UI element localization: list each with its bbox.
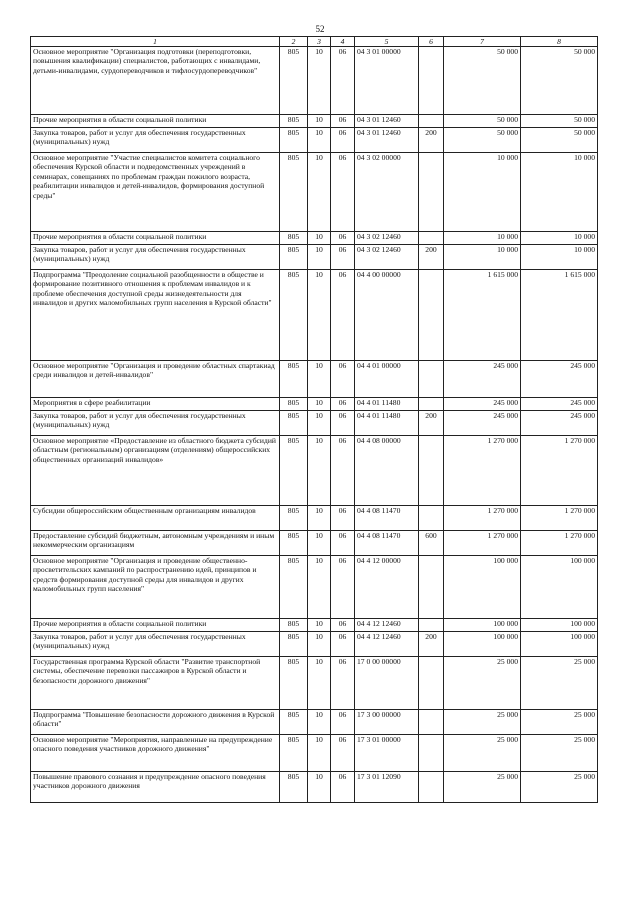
amount-cell-1: 1 270 000 — [444, 531, 521, 556]
target-article-cell: 04 4 12 00000 — [355, 556, 419, 619]
grbs-cell: 805 — [280, 411, 308, 436]
target-article-cell: 04 4 00 00000 — [355, 270, 419, 361]
subsection-cell: 06 — [331, 115, 355, 128]
amount-cell-2: 100 000 — [521, 619, 598, 632]
grbs-cell: 805 — [280, 710, 308, 735]
amount-cell-1: 10 000 — [444, 245, 521, 270]
expense-type-cell — [419, 361, 444, 398]
amount-cell-1: 50 000 — [444, 115, 521, 128]
row-name-cell: Прочие мероприятия в области социальной политики — [31, 115, 280, 128]
row-name-cell: Основное мероприятие "Организация и проведение общественно-просветительских кампаний по распространению идей, принципов и средств формирования доступной среды для инвалидов и других маломобильных групп населения" — [31, 556, 280, 619]
row-name-cell: Закупка товаров, работ и услуг для обеспечения государственных (муниципальных) нужд — [31, 632, 280, 657]
subsection-cell: 06 — [331, 735, 355, 772]
grbs-cell: 805 — [280, 531, 308, 556]
table-row — [31, 436, 598, 506]
amount-cell-1: 245 000 — [444, 398, 521, 411]
amount-cell-2: 25 000 — [521, 772, 598, 803]
amount-cell-2: 10 000 — [521, 245, 598, 270]
amount-cell-1: 1 615 000 — [444, 270, 521, 361]
amount-cell-2: 245 000 — [521, 398, 598, 411]
amount-cell-2: 1 615 000 — [521, 270, 598, 361]
row-name-cell: Основное мероприятие "Организация и проведение областных спартакиад среди инвалидов и детей-инвалидов" — [31, 361, 280, 398]
section-cell: 10 — [308, 232, 331, 245]
grbs-cell: 805 — [280, 657, 308, 710]
section-cell: 10 — [308, 506, 331, 531]
table-row — [31, 556, 598, 619]
row-name-cell: Подпрограмма "Повышение безопасности дорожного движения в Курской области" — [31, 710, 280, 735]
subsection-cell: 06 — [331, 632, 355, 657]
section-cell: 10 — [308, 245, 331, 270]
target-article-cell: 04 4 01 11480 — [355, 398, 419, 411]
amount-cell-1: 100 000 — [444, 632, 521, 657]
target-article-cell: 04 4 01 00000 — [355, 361, 419, 398]
budget-table — [30, 36, 598, 803]
subsection-cell: 06 — [331, 361, 355, 398]
target-article-cell: 17 0 00 00000 — [355, 657, 419, 710]
expense-type-cell — [419, 270, 444, 361]
expense-type-cell: 200 — [419, 245, 444, 270]
section-cell: 10 — [308, 710, 331, 735]
expense-type-cell — [419, 47, 444, 115]
table-row — [31, 710, 598, 735]
grbs-cell: 805 — [280, 361, 308, 398]
table-row — [31, 128, 598, 153]
target-article-cell: 04 3 02 12460 — [355, 245, 419, 270]
amount-cell-1: 25 000 — [444, 657, 521, 710]
amount-cell-2: 10 000 — [521, 232, 598, 245]
grbs-cell: 805 — [280, 47, 308, 115]
table-row — [31, 506, 598, 531]
amount-cell-1: 25 000 — [444, 735, 521, 772]
section-cell: 10 — [308, 411, 331, 436]
table-row — [31, 398, 598, 411]
grbs-cell: 805 — [280, 632, 308, 657]
subsection-cell: 06 — [331, 398, 355, 411]
grbs-cell: 805 — [280, 506, 308, 531]
table-row — [31, 531, 598, 556]
subsection-cell: 06 — [331, 619, 355, 632]
amount-cell-2: 1 270 000 — [521, 506, 598, 531]
amount-cell-1: 1 270 000 — [444, 506, 521, 531]
section-cell: 10 — [308, 735, 331, 772]
section-cell: 10 — [308, 115, 331, 128]
table-row — [31, 411, 598, 436]
row-name-cell: Закупка товаров, работ и услуг для обеспечения государственных (муниципальных) нужд — [31, 411, 280, 436]
column-header: 8 — [521, 37, 598, 47]
grbs-cell: 805 — [280, 619, 308, 632]
expense-type-cell — [419, 232, 444, 245]
row-name-cell: Повышение правового сознания и предупреждение опасного поведения участников дорожного движения — [31, 772, 280, 803]
subsection-cell: 06 — [331, 772, 355, 803]
amount-cell-1: 100 000 — [444, 619, 521, 632]
target-article-cell: 04 4 12 12460 — [355, 632, 419, 657]
subsection-cell: 06 — [331, 556, 355, 619]
row-name-cell: Подпрограмма "Преодоление социальной разобщенности в обществе и формирование позитивного отношения к проблемам инвалидов и к проблеме обеспечения доступной среды жизнедеятельности для инвалидов и других маломобильных групп населения в Курской области" — [31, 270, 280, 361]
table-row — [31, 47, 598, 115]
row-name-cell: Основное мероприятие "Мероприятия, направленные на предупреждение опасного поведения участников дорожного движения" — [31, 735, 280, 772]
amount-cell-2: 50 000 — [521, 128, 598, 153]
grbs-cell: 805 — [280, 128, 308, 153]
amount-cell-1: 245 000 — [444, 361, 521, 398]
row-name-cell: Прочие мероприятия в области социальной политики — [31, 619, 280, 632]
row-name-cell: Закупка товаров, работ и услуг для обеспечения государственных (муниципальных) нужд — [31, 245, 280, 270]
amount-cell-2: 1 270 000 — [521, 436, 598, 506]
row-name-cell: Предоставление субсидий бюджетным, автономным учреждениям и иным некоммерческим организациям — [31, 531, 280, 556]
amount-cell-2: 50 000 — [521, 47, 598, 115]
section-cell: 10 — [308, 361, 331, 398]
row-name-cell: Основное мероприятие "Участие специалистов комитета социального обеспечения Курской области и подведомственных учреждений в семинарах, совещаниях по проблемам граждан пожилого возраста, реабилитации инвалидов и детей-инвалидов, формирования доступной среды" — [31, 153, 280, 232]
grbs-cell: 805 — [280, 556, 308, 619]
column-header: 4 — [331, 37, 355, 47]
expense-type-cell — [419, 115, 444, 128]
expense-type-cell — [419, 556, 444, 619]
grbs-cell: 805 — [280, 153, 308, 232]
amount-cell-1: 10 000 — [444, 153, 521, 232]
amount-cell-2: 245 000 — [521, 411, 598, 436]
header-row — [31, 37, 598, 47]
target-article-cell: 04 4 08 00000 — [355, 436, 419, 506]
table-row — [31, 115, 598, 128]
amount-cell-2: 245 000 — [521, 361, 598, 398]
target-article-cell: 04 4 08 11470 — [355, 531, 419, 556]
subsection-cell: 06 — [331, 128, 355, 153]
amount-cell-2: 25 000 — [521, 710, 598, 735]
expense-type-cell — [419, 398, 444, 411]
target-article-cell: 17 3 01 12090 — [355, 772, 419, 803]
target-article-cell: 04 3 02 12460 — [355, 232, 419, 245]
table-row — [31, 361, 598, 398]
expense-type-cell — [419, 436, 444, 506]
target-article-cell: 04 3 01 12460 — [355, 115, 419, 128]
target-article-cell: 17 3 00 00000 — [355, 710, 419, 735]
column-header: 5 — [355, 37, 419, 47]
expense-type-cell — [419, 772, 444, 803]
expense-type-cell: 600 — [419, 531, 444, 556]
section-cell: 10 — [308, 153, 331, 232]
column-header: 3 — [308, 37, 331, 47]
subsection-cell: 06 — [331, 245, 355, 270]
amount-cell-1: 25 000 — [444, 772, 521, 803]
amount-cell-2: 25 000 — [521, 735, 598, 772]
amount-cell-1: 245 000 — [444, 411, 521, 436]
table-row — [31, 232, 598, 245]
amount-cell-2: 100 000 — [521, 556, 598, 619]
row-name-cell: Прочие мероприятия в области социальной политики — [31, 232, 280, 245]
row-name-cell: Мероприятия в сфере реабилитации — [31, 398, 280, 411]
subsection-cell: 06 — [331, 506, 355, 531]
expense-type-cell — [419, 506, 444, 531]
section-cell: 10 — [308, 436, 331, 506]
section-cell: 10 — [308, 270, 331, 361]
amount-cell-1: 100 000 — [444, 556, 521, 619]
expense-type-cell: 200 — [419, 128, 444, 153]
target-article-cell: 04 4 12 12460 — [355, 619, 419, 632]
column-header: 6 — [419, 37, 444, 47]
row-name-cell: Субсидии общероссийским общественным организациям инвалидов — [31, 506, 280, 531]
table-row — [31, 153, 598, 232]
table-row — [31, 245, 598, 270]
expense-type-cell — [419, 735, 444, 772]
row-name-cell: Основное мероприятие «Предоставление из областного бюджета субсидий областным (региональным) организациям (отделениям) общероссийских общественных организаций инвалидов» — [31, 436, 280, 506]
subsection-cell: 06 — [331, 270, 355, 361]
table-row — [31, 632, 598, 657]
section-cell: 10 — [308, 772, 331, 803]
section-cell: 10 — [308, 531, 331, 556]
grbs-cell: 805 — [280, 115, 308, 128]
subsection-cell: 06 — [331, 657, 355, 710]
target-article-cell: 04 3 01 12460 — [355, 128, 419, 153]
amount-cell-2: 25 000 — [521, 657, 598, 710]
subsection-cell: 06 — [331, 153, 355, 232]
grbs-cell: 805 — [280, 232, 308, 245]
section-cell: 10 — [308, 128, 331, 153]
amount-cell-1: 50 000 — [444, 128, 521, 153]
section-cell: 10 — [308, 556, 331, 619]
subsection-cell: 06 — [331, 531, 355, 556]
subsection-cell: 06 — [331, 411, 355, 436]
row-name-cell: Основное мероприятие "Организация подготовки (переподготовки, повышения квалификации) специалистов, работающих с инвалидами, детьми-инвалидами, сурдопереводчиков и тифлосурдопереводчиков" — [31, 47, 280, 115]
section-cell: 10 — [308, 47, 331, 115]
table-row — [31, 772, 598, 803]
target-article-cell: 17 3 01 00000 — [355, 735, 419, 772]
grbs-cell: 805 — [280, 772, 308, 803]
table-row — [31, 270, 598, 361]
subsection-cell: 06 — [331, 710, 355, 735]
column-header: 2 — [280, 37, 308, 47]
subsection-cell: 06 — [331, 47, 355, 115]
expense-type-cell — [419, 657, 444, 710]
page-number: 52 — [315, 24, 325, 34]
expense-type-cell: 200 — [419, 411, 444, 436]
amount-cell-2: 1 270 000 — [521, 531, 598, 556]
target-article-cell: 04 4 08 11470 — [355, 506, 419, 531]
section-cell: 10 — [308, 632, 331, 657]
column-header: 1 — [31, 37, 280, 47]
grbs-cell: 805 — [280, 436, 308, 506]
row-name-cell: Закупка товаров, работ и услуг для обеспечения государственных (муниципальных) нужд — [31, 128, 280, 153]
amount-cell-1: 1 270 000 — [444, 436, 521, 506]
section-cell: 10 — [308, 657, 331, 710]
amount-cell-1: 25 000 — [444, 710, 521, 735]
grbs-cell: 805 — [280, 735, 308, 772]
subsection-cell: 06 — [331, 436, 355, 506]
grbs-cell: 805 — [280, 245, 308, 270]
section-cell: 10 — [308, 619, 331, 632]
expense-type-cell — [419, 619, 444, 632]
amount-cell-2: 10 000 — [521, 153, 598, 232]
section-cell: 10 — [308, 398, 331, 411]
grbs-cell: 805 — [280, 398, 308, 411]
row-name-cell: Государственная программа Курской области "Развитие транспортной системы, обеспечение перевозки пассажиров в Курской области и безопасности дорожного движения" — [31, 657, 280, 710]
target-article-cell: 04 3 01 00000 — [355, 47, 419, 115]
table-row — [31, 657, 598, 710]
expense-type-cell: 200 — [419, 632, 444, 657]
amount-cell-1: 10 000 — [444, 232, 521, 245]
grbs-cell: 805 — [280, 270, 308, 361]
table-row — [31, 735, 598, 772]
target-article-cell: 04 4 01 11480 — [355, 411, 419, 436]
amount-cell-1: 50 000 — [444, 47, 521, 115]
column-header: 7 — [444, 37, 521, 47]
amount-cell-2: 50 000 — [521, 115, 598, 128]
subsection-cell: 06 — [331, 232, 355, 245]
expense-type-cell — [419, 153, 444, 232]
table-row — [31, 619, 598, 632]
amount-cell-2: 100 000 — [521, 632, 598, 657]
expense-type-cell — [419, 710, 444, 735]
target-article-cell: 04 3 02 00000 — [355, 153, 419, 232]
